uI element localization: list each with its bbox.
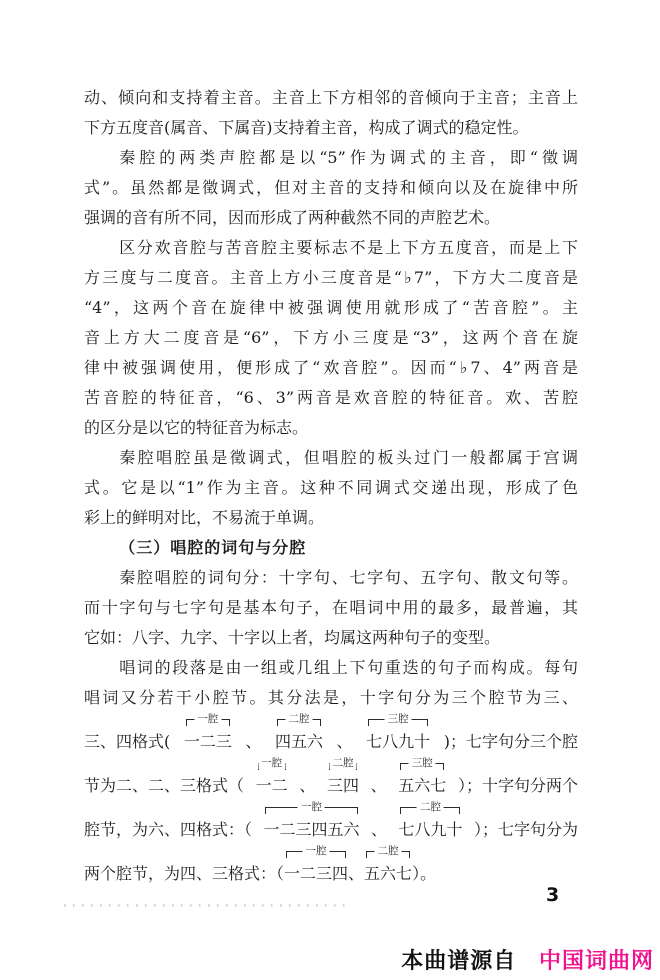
text-line: 苦音腔的特征音，“6、3”两音是欢音腔的特征音。欢、苦腔 bbox=[84, 388, 578, 407]
bracketed-phrase bbox=[398, 801, 463, 845]
bracketed-phrase bbox=[326, 757, 359, 801]
line-text: 、 bbox=[299, 776, 316, 795]
scan-noise bbox=[64, 904, 346, 907]
line-text: 、 bbox=[336, 732, 353, 751]
line-text: 、 bbox=[245, 732, 262, 751]
text-line: 的区分是以它的特征音为标志。 bbox=[84, 418, 309, 437]
phrase-text: 四五六 bbox=[274, 732, 323, 751]
phrase-text: 七八九十 bbox=[366, 732, 431, 751]
text-line: 音上方大二度音是“6”，下方小三度是“3”，这两个音在旋 bbox=[84, 328, 578, 347]
text-line: 式”。虽然都是徵调式，但对主音的支持和倾向以及在旋律中所 bbox=[84, 178, 578, 197]
watermark-brand-link: 中国词曲网 bbox=[538, 949, 654, 974]
section-heading bbox=[84, 533, 578, 563]
phrase-text: 五六七 bbox=[398, 776, 447, 795]
paragraph bbox=[84, 83, 578, 143]
text-line: 律中被强调使用，便形成了“欢音腔”。因而“♭7、4”两音是 bbox=[84, 358, 578, 377]
text-line: 下方五度音(属音、下属音)支持着主音，构成了调式的稳定性。 bbox=[84, 118, 529, 137]
bracketed-phrase bbox=[183, 713, 232, 757]
line-text: ）。 bbox=[412, 864, 437, 883]
over-bracket bbox=[329, 757, 357, 770]
text-line: 秦腔唱腔的词句分：十字句、七字句、五字句、散文句等。 bbox=[119, 568, 578, 587]
text-line: 方三度与二度音。主音上方小三度音是“♭7”，下方大二度音是 bbox=[84, 268, 578, 287]
line-text: ）；七字句分为 bbox=[473, 820, 578, 839]
line-text: 两个腔节，为四、三格式：（ bbox=[84, 864, 285, 883]
text-line: 强调的音有所不同，因而形成了两种截然不同的声腔艺术。 bbox=[84, 208, 501, 227]
line-text: 、 bbox=[370, 776, 387, 795]
line-text: 、 bbox=[348, 864, 365, 883]
text-line: “4”，这两个音在旋律中被强调使用就形成了“苦音腔”。主 bbox=[84, 298, 578, 317]
bracketed-phrase bbox=[284, 845, 349, 889]
text-line: （三）唱腔的词句与分腔 bbox=[119, 538, 307, 557]
paragraph bbox=[84, 233, 578, 443]
phrase-text: 一二三四 bbox=[284, 864, 349, 883]
text-line: 区分欢音腔与苦音腔主要标志不是上下方五度音，而是上下 bbox=[119, 238, 578, 257]
text-line: 而十字句与七字句是基本句子，在唱词中用的最多，最普遍，其 bbox=[84, 598, 578, 617]
bracket-label: 一腔 bbox=[303, 845, 330, 857]
bracket-label: 二腔 bbox=[375, 845, 402, 857]
text-line: 动、倾向和支持着主音。主音上下方相邻的音倾向于主音；主音上 bbox=[84, 88, 578, 107]
over-bracket bbox=[400, 801, 460, 814]
page-number: 3 bbox=[546, 884, 560, 906]
over-bracket bbox=[186, 713, 230, 726]
text-line bbox=[84, 713, 578, 757]
text-line bbox=[84, 845, 578, 889]
phrase-text: 三四 bbox=[326, 776, 359, 795]
text-line bbox=[84, 801, 578, 845]
text-line: 彩上的鲜明对比，不易流于单调。 bbox=[84, 508, 325, 527]
phrase-text: 一二三 bbox=[183, 732, 232, 751]
over-bracket bbox=[286, 845, 346, 858]
bracket-label: 一腔 bbox=[194, 713, 221, 725]
line-text: ）；十字句分两个 bbox=[457, 776, 578, 795]
bracket-label: 一腔 bbox=[258, 757, 285, 769]
phrase-text: 一二三四五六 bbox=[263, 820, 360, 839]
paragraph bbox=[84, 653, 578, 889]
bracketed-phrase bbox=[398, 757, 447, 801]
phrase-text: 七八九十 bbox=[398, 820, 463, 839]
bracket-label: 二腔 bbox=[417, 801, 444, 813]
over-bracket bbox=[265, 801, 357, 814]
bracketed-phrase bbox=[366, 713, 431, 757]
line-text: 、 bbox=[370, 820, 387, 839]
page-text bbox=[84, 83, 578, 889]
bracket-label: 二腔 bbox=[329, 757, 356, 769]
paragraph bbox=[84, 443, 578, 533]
over-bracket bbox=[277, 713, 321, 726]
text-line: 它如：八字、九字、十字以上者，均属这两种句子的变型。 bbox=[84, 628, 501, 647]
bracket-label: 一腔 bbox=[298, 801, 325, 813]
text-line: 唱词的段落是由一组或几组上下句重迭的句子而构成。每句 bbox=[119, 658, 578, 677]
text-line: 秦腔的两类声腔都是以“5”作为调式的主音，即“徵调 bbox=[119, 148, 578, 167]
bracket-label: 三腔 bbox=[385, 713, 412, 725]
over-bracket bbox=[400, 757, 444, 770]
watermark bbox=[401, 944, 654, 975]
bracketed-phrase bbox=[274, 713, 323, 757]
paragraph bbox=[84, 563, 578, 653]
text-line bbox=[84, 757, 578, 801]
paragraph bbox=[84, 143, 578, 233]
text-line: 式。它是以“1”作为主音。这种不同调式交递出现，形成了色 bbox=[84, 478, 578, 497]
line-text: )；七字句分三个腔 bbox=[443, 732, 578, 751]
text-line: 唱词又分若干小腔节。其分法是，十字句分为三个腔节为三、 bbox=[84, 688, 578, 707]
bracket-label: 二腔 bbox=[285, 713, 312, 725]
bracketed-phrase bbox=[263, 801, 360, 845]
over-bracket bbox=[366, 845, 410, 858]
over-bracket bbox=[258, 757, 286, 770]
line-text: 三、四格式( bbox=[84, 732, 171, 751]
over-bracket bbox=[368, 713, 428, 726]
bracketed-phrase bbox=[364, 845, 413, 889]
phrase-text: 五六七 bbox=[364, 864, 413, 883]
text-line: 秦腔唱腔虽是徵调式，但唱腔的板头过门一般都属于宫调 bbox=[119, 448, 578, 467]
bracketed-phrase bbox=[255, 757, 288, 801]
line-text: 节为二、二、三格式（ bbox=[84, 776, 245, 795]
watermark-prefix: 本曲谱源自 bbox=[401, 949, 517, 974]
bracket-label: 三腔 bbox=[409, 757, 436, 769]
line-text: 腔节，为六、四格式：（ bbox=[84, 820, 253, 839]
phrase-text: 一二 bbox=[255, 776, 288, 795]
